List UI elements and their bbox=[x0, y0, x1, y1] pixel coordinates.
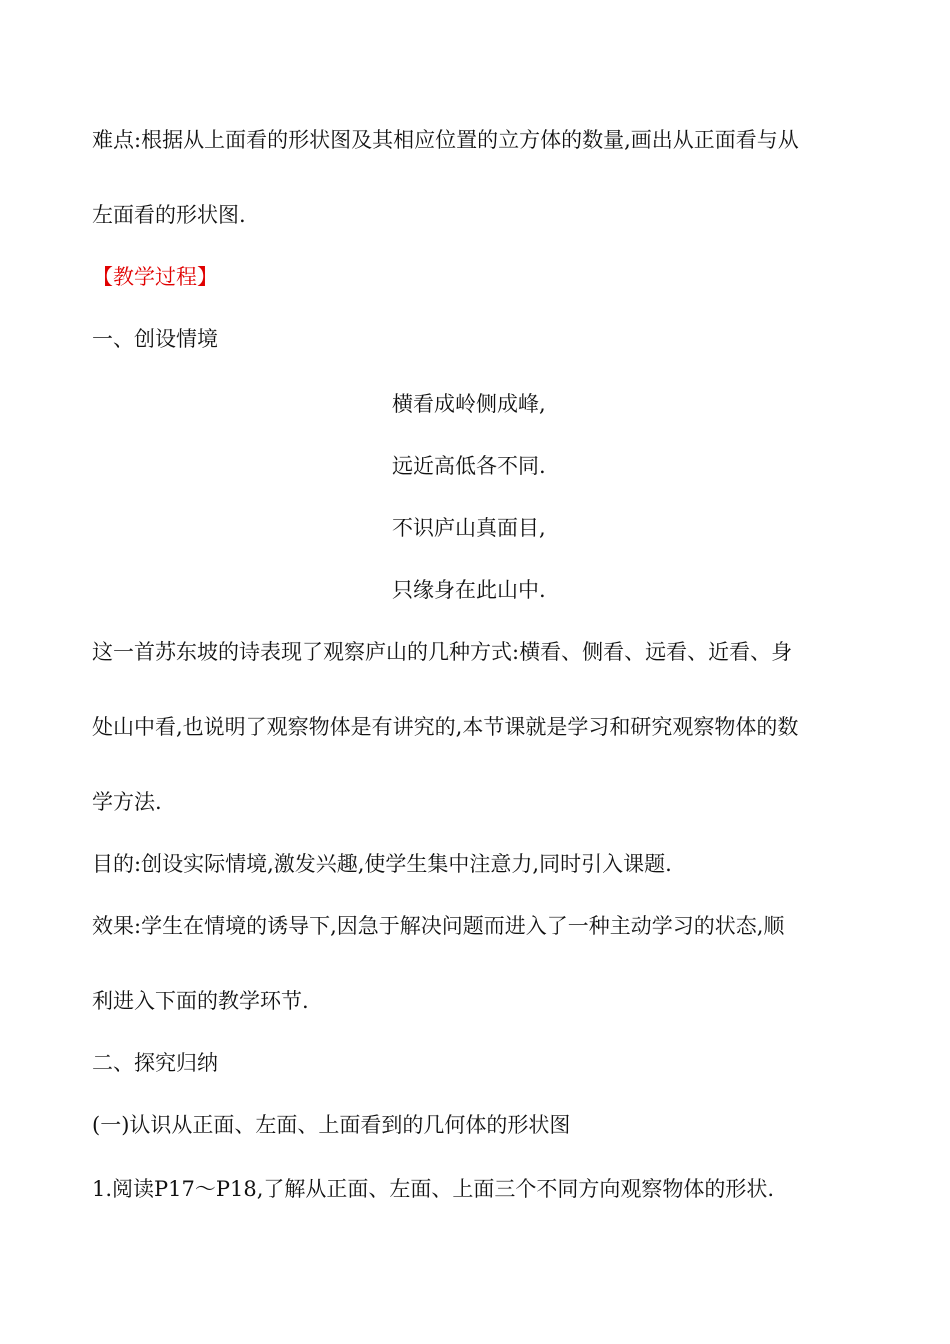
poem-line-2: 远近高低各不同. bbox=[392, 454, 546, 478]
description-line-1: 这一首苏东坡的诗表现了观察庐山的几种方式:横看、侧看、远看、近看、身 bbox=[92, 640, 793, 664]
effect-line-1: 效果:学生在情境的诱导下,因急于解决问题而进入了一种主动学习的状态,顺 bbox=[92, 914, 785, 938]
poem-line-3: 不识庐山真面目, bbox=[392, 516, 546, 540]
effect-line-2: 利进入下面的教学环节. bbox=[92, 989, 309, 1013]
description-line-3: 学方法. bbox=[92, 790, 162, 814]
poem-line-4: 只缘身在此山中. bbox=[392, 578, 546, 602]
difficulty-line-1: 难点:根据从上面看的形状图及其相应位置的立方体的数量,画出从正面看与从 bbox=[92, 128, 799, 152]
part2-subheading: (一)认识从正面、左面、上面看到的几何体的形状图 bbox=[92, 1113, 571, 1137]
description-line-2: 处山中看,也说明了观察物体是有讲究的,本节课就是学习和研究观察物体的数 bbox=[92, 715, 799, 739]
difficulty-line-2: 左面看的形状图. bbox=[92, 203, 246, 227]
part2-item-1: 1.阅读P17～P18,了解从正面、左面、上面三个不同方向观察物体的形状. bbox=[92, 1177, 775, 1201]
poem-line-1: 横看成岭侧成峰, bbox=[392, 392, 546, 416]
part1-heading: 一、创设情境 bbox=[92, 327, 218, 351]
part2-heading: 二、探究归纳 bbox=[92, 1051, 218, 1075]
purpose-line: 目的:创设实际情境,激发兴趣,使学生集中注意力,同时引入课题. bbox=[92, 852, 672, 876]
teaching-process-title: 【教学过程】 bbox=[92, 265, 218, 289]
